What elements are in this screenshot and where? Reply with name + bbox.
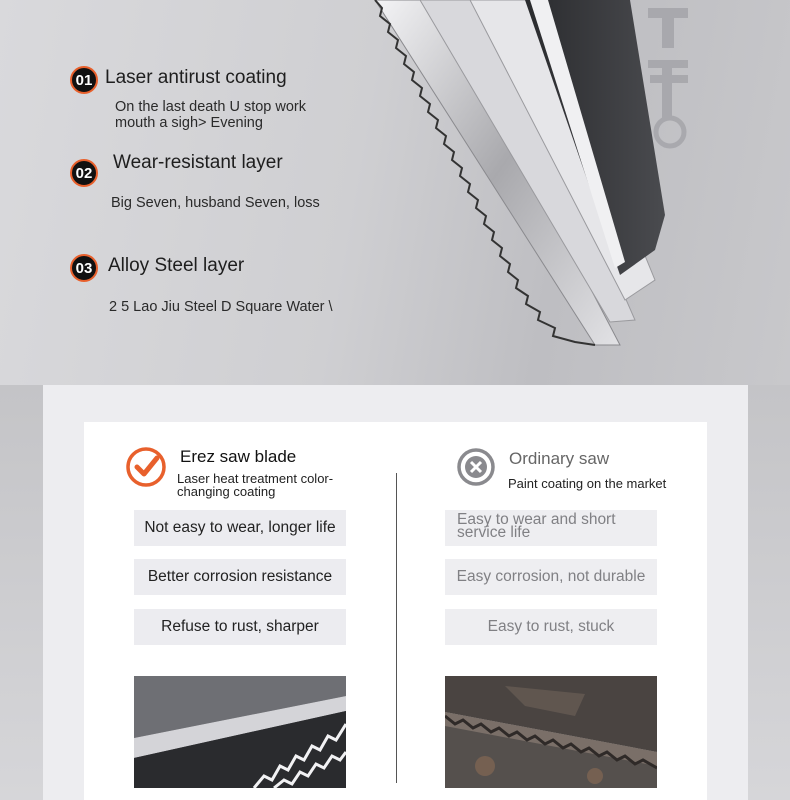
good-column-title: Erez saw blade [180,447,297,466]
layer-title: Wear-resistant layer [113,152,283,173]
layer-item-1 [70,66,390,136]
layer-number-badge: 02 [70,159,98,187]
erez-blade-photo [134,676,346,788]
good-feature-2: Better corrosion resistance [134,559,346,595]
bad-feature-1-line: service life [457,524,531,541]
bad-feature-2: Easy corrosion, not durable [445,559,657,595]
layer-title: Alloy Steel layer [108,255,245,276]
bad-feature-1-line: Easy to wear and short [457,511,616,528]
good-feature-1: Not easy to wear, longer life [134,510,346,546]
x-circle-icon [456,447,496,487]
layer-desc-line: mouth a sigh> Evening [115,115,263,131]
layer-item-3 [70,252,390,317]
good-feature-3: Refuse to rust, sharper [134,609,346,645]
bad-column-subtitle: Paint coating on the market [508,476,667,491]
good-column-subtitle: changing coating [177,484,276,499]
layer-title: Laser antirust coating [105,67,287,88]
layer-desc-line: 2 5 Lao Jiu Steel D Square Water \ [109,299,333,315]
check-circle-icon [125,446,167,488]
bad-feature-3: Easy to rust, stuck [445,609,657,645]
layer-number-badge: 01 [70,66,98,94]
layers-section [0,0,790,385]
ordinary-saw-photo [445,676,657,788]
layer-desc-line: Big Seven, husband Seven, loss [111,195,320,211]
layer-item-2 [70,152,390,217]
bad-column-title: Ordinary saw [509,449,610,468]
good-column-subtitle: Laser heat treatment color- [177,471,334,486]
column-divider [396,473,397,783]
layer-number-badge: 03 [70,254,98,282]
bad-feature-1 [445,510,657,546]
layer-desc-line: On the last death U stop work [115,99,307,115]
